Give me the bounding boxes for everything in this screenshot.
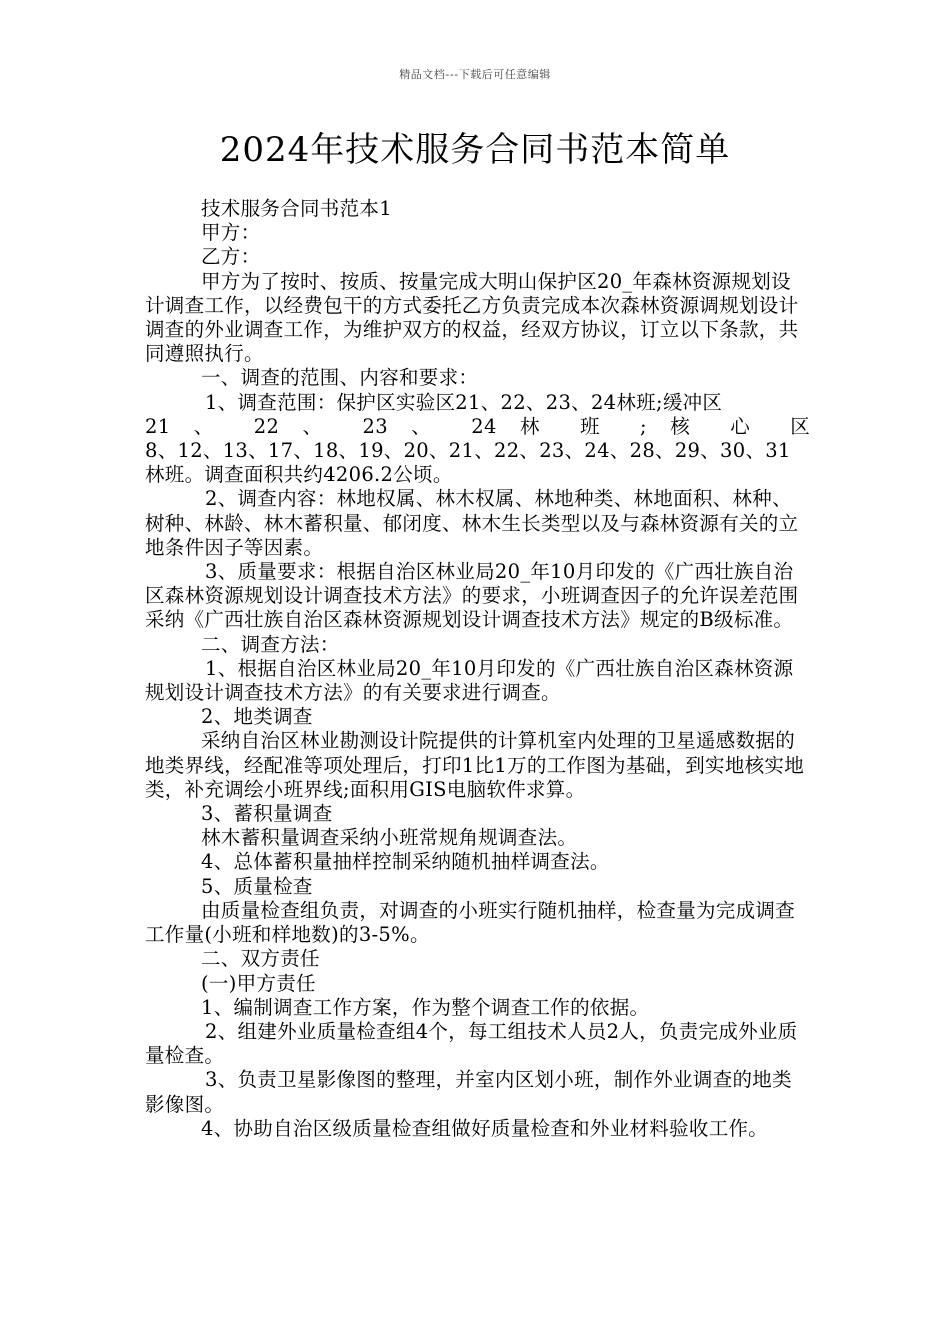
body-paragraph: 3、质量要求：根据自治区林业局20_年10月印发的《广西壮族自治区森林资源规划设计调查技术方法》的要求，小班调查因子的允许误差范围采纳《广西壮族自治区森林资源规划设计调查技术方法》规定的B级标准。: [145, 560, 799, 632]
body-paragraph: 5、质量检查: [201, 874, 313, 898]
body-paragraph: 1、编制调查工作方案，作为整个调查工作的依据。: [201, 995, 650, 1019]
body-paragraph: 由质量检查组负责，对调查的小班实行随机抽样，检查量为完成调查工作量(小班和样地数)的3-5%。: [145, 898, 796, 947]
body-paragraph: 3、蓄积量调查: [201, 802, 333, 826]
body-paragraph: 3、负责卫星影像图的整理，并室内区划小班，制作外业调查的地类影像图。: [145, 1068, 792, 1116]
body-paragraph: 21 、 22 、 23 、 24 林 班 ; 核 心 区: [145, 414, 810, 438]
party-b-line: 乙方：: [201, 245, 261, 269]
body-paragraph: 2、调查内容：林地权属、林木权属、林地种类、林地面积、林种、树种、林龄、林木蓄积量、郁闭度、林木生长类型以及与森林资源有关的立地条件因子等因素。: [145, 487, 799, 559]
subsection-heading: (一)甲方责任: [201, 971, 316, 995]
document-title: 2024年技术服务合同书范本简单: [219, 130, 731, 170]
body-paragraph: 4、总体蓄积量抽样控制采纳随机抽样调查法。: [201, 850, 610, 874]
page-header-note: 精品文档---下载后可任意编辑: [399, 68, 551, 81]
section-heading: 一、调查的范围、内容和要求：: [201, 366, 479, 390]
body-paragraph: 1、根据自治区林业局20_年10月印发的《广西壮族自治区森林资源规划设计调查技术方法》的有关要求进行调查。: [145, 656, 794, 705]
body-paragraph: 采纳自治区林业勘测设计院提供的计算机室内处理的卫星遥感数据的地类界线，经配准等项处理后，打印1比1万的工作图为基础，到实地核实地类，补充调绘小班界线;面积用GIS电脑软件求算。: [145, 729, 805, 801]
section-heading: 二、调查方法：: [201, 632, 340, 656]
document-body: [145, 197, 810, 1141]
body-paragraph: 1、调查范围：保护区实验区21、22、23、24林班;缓冲区: [205, 390, 723, 414]
party-a-line: 甲方：: [201, 221, 261, 245]
subtitle-paragraph: 技术服务合同书范本1: [201, 197, 392, 220]
section-heading: 二、双方责任: [201, 947, 320, 971]
body-paragraph: 2、组建外业质量检查组4个，每工组技术人员2人，负责完成外业质量检查。: [145, 1019, 798, 1068]
body-paragraph: 2、地类调查: [201, 705, 313, 729]
body-paragraph: 林木蓄积量调查采纳小班常规角规调查法。: [201, 826, 578, 850]
body-paragraph: 甲方为了按时、按质、按量完成大明山保护区20_年森林资源规划设计调查工作，以经费包干的方式委托乙方负责完成本次森林资源调规划设计调查的外业调查工作，为维护双方的权益，经双方协议，订立以下条款，共同遵照执行。: [145, 269, 799, 366]
body-paragraph: 4、协助自治区级质量检查组做好质量检查和外业材料验收工作。: [201, 1116, 769, 1140]
body-paragraph: 8、12、13、17、18、19、20、21、22、23、24、28、29、30、31林班。调查面积共约4206.2公顷。: [145, 439, 791, 487]
